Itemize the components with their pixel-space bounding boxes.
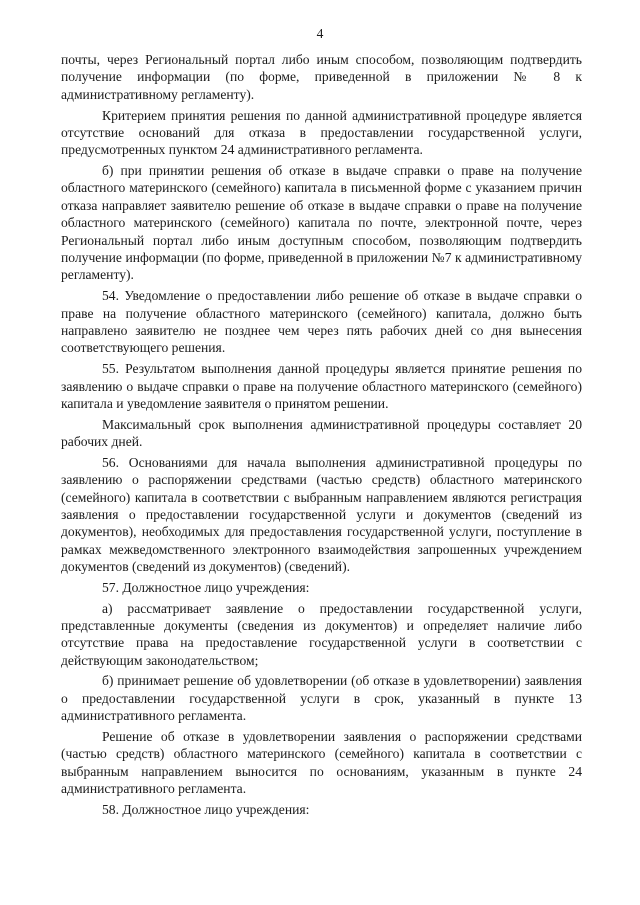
paragraph-57-b: б) принимает решение об удовлетворении (об отказе в удовлетворении) заявления о предоставлении государственной услуги в срок, указанный в пункте 13 административного регламента.	[61, 673, 582, 724]
paragraph-57-a: а) рассматривает заявление о предоставлении государственной услуги, представленные документы (сведения из документов) и определяет наличие либо отсутствие права на предоставление государственной услуги в соответствии с действующим законодательством;	[61, 600, 582, 668]
page-number: 4	[316, 26, 324, 41]
paragraph-refusal-decision: б) при принятии решения об отказе в выдаче справки о праве на получение областного материнского (семейного) капитала в письменной форме с указанием причин отказа направляет заявителю решение об отказе в выдаче справки о праве на получение областного материнского (семейного) капитала по почте, электронной почте, через Региональный портал либо иным доступным способом, позволяющим подтвердить получение информации (по форме, приведенной в приложении №7 к административному регламенту).	[61, 163, 582, 283]
paragraph-refusal-grounds: Решение об отказе в удовлетворении заявления о распоряжении средствами (частью средств) областного материнского (семейного) капитала в соответствии с выбранным направлением выносится по основаниям, указанным в пункте 24 административного регламента.	[61, 729, 582, 797]
paragraph-continuation: почты, через Региональный портал либо иным способом, позволяющим подтвердить получение информации (по форме, приведенной в приложении № 8 к административному регламенту).	[61, 52, 582, 102]
paragraph-55: 55. Результатом выполнения данной процедуры является принятие решения по заявлению о выдаче справки о праве на получение областного материнского (семейного) капитала и уведомление заявителя о принятом решении.	[61, 361, 582, 411]
paragraph-56: 56. Основаниями для начала выполнения административной процедуры по заявлению о распоряжении средствами (частью средств) областного материнского (семейного) капитала в соответствии с выбранным направлением являются регистрация заявления о предоставлении государственной услуги и документов (сведений из документов), необходимых для предоставления государственной услуги, поступление в рамках межведомственного электронного взаимодействия запрошенных учреждением документов (сведений из документов) (сведений).	[61, 454, 582, 575]
paragraph-54: 54. Уведомление о предоставлении либо решение об отказе в выдаче справки о праве на получение областного материнского (семейного) капитала, должно быть направлено заявителю не позднее чем через пять рабочих дней со дня вынесения соответствующего решения.	[61, 288, 582, 356]
paragraph-58: 58. Должностное лицо учреждения:	[102, 801, 310, 817]
document-body	[61, 51, 582, 822]
paragraph-max-term: Максимальный срок выполнения административной процедуры составляет 20 рабочих дней.	[61, 416, 582, 450]
paragraph-criterion: Критерием принятия решения по данной административной процедуре является отсутствие оснований для отказа в предоставлении государственной услуги, предусмотренных пунктом 24 административного регламента.	[61, 107, 582, 158]
paragraph-57: 57. Должностное лицо учреждения:	[102, 579, 310, 595]
